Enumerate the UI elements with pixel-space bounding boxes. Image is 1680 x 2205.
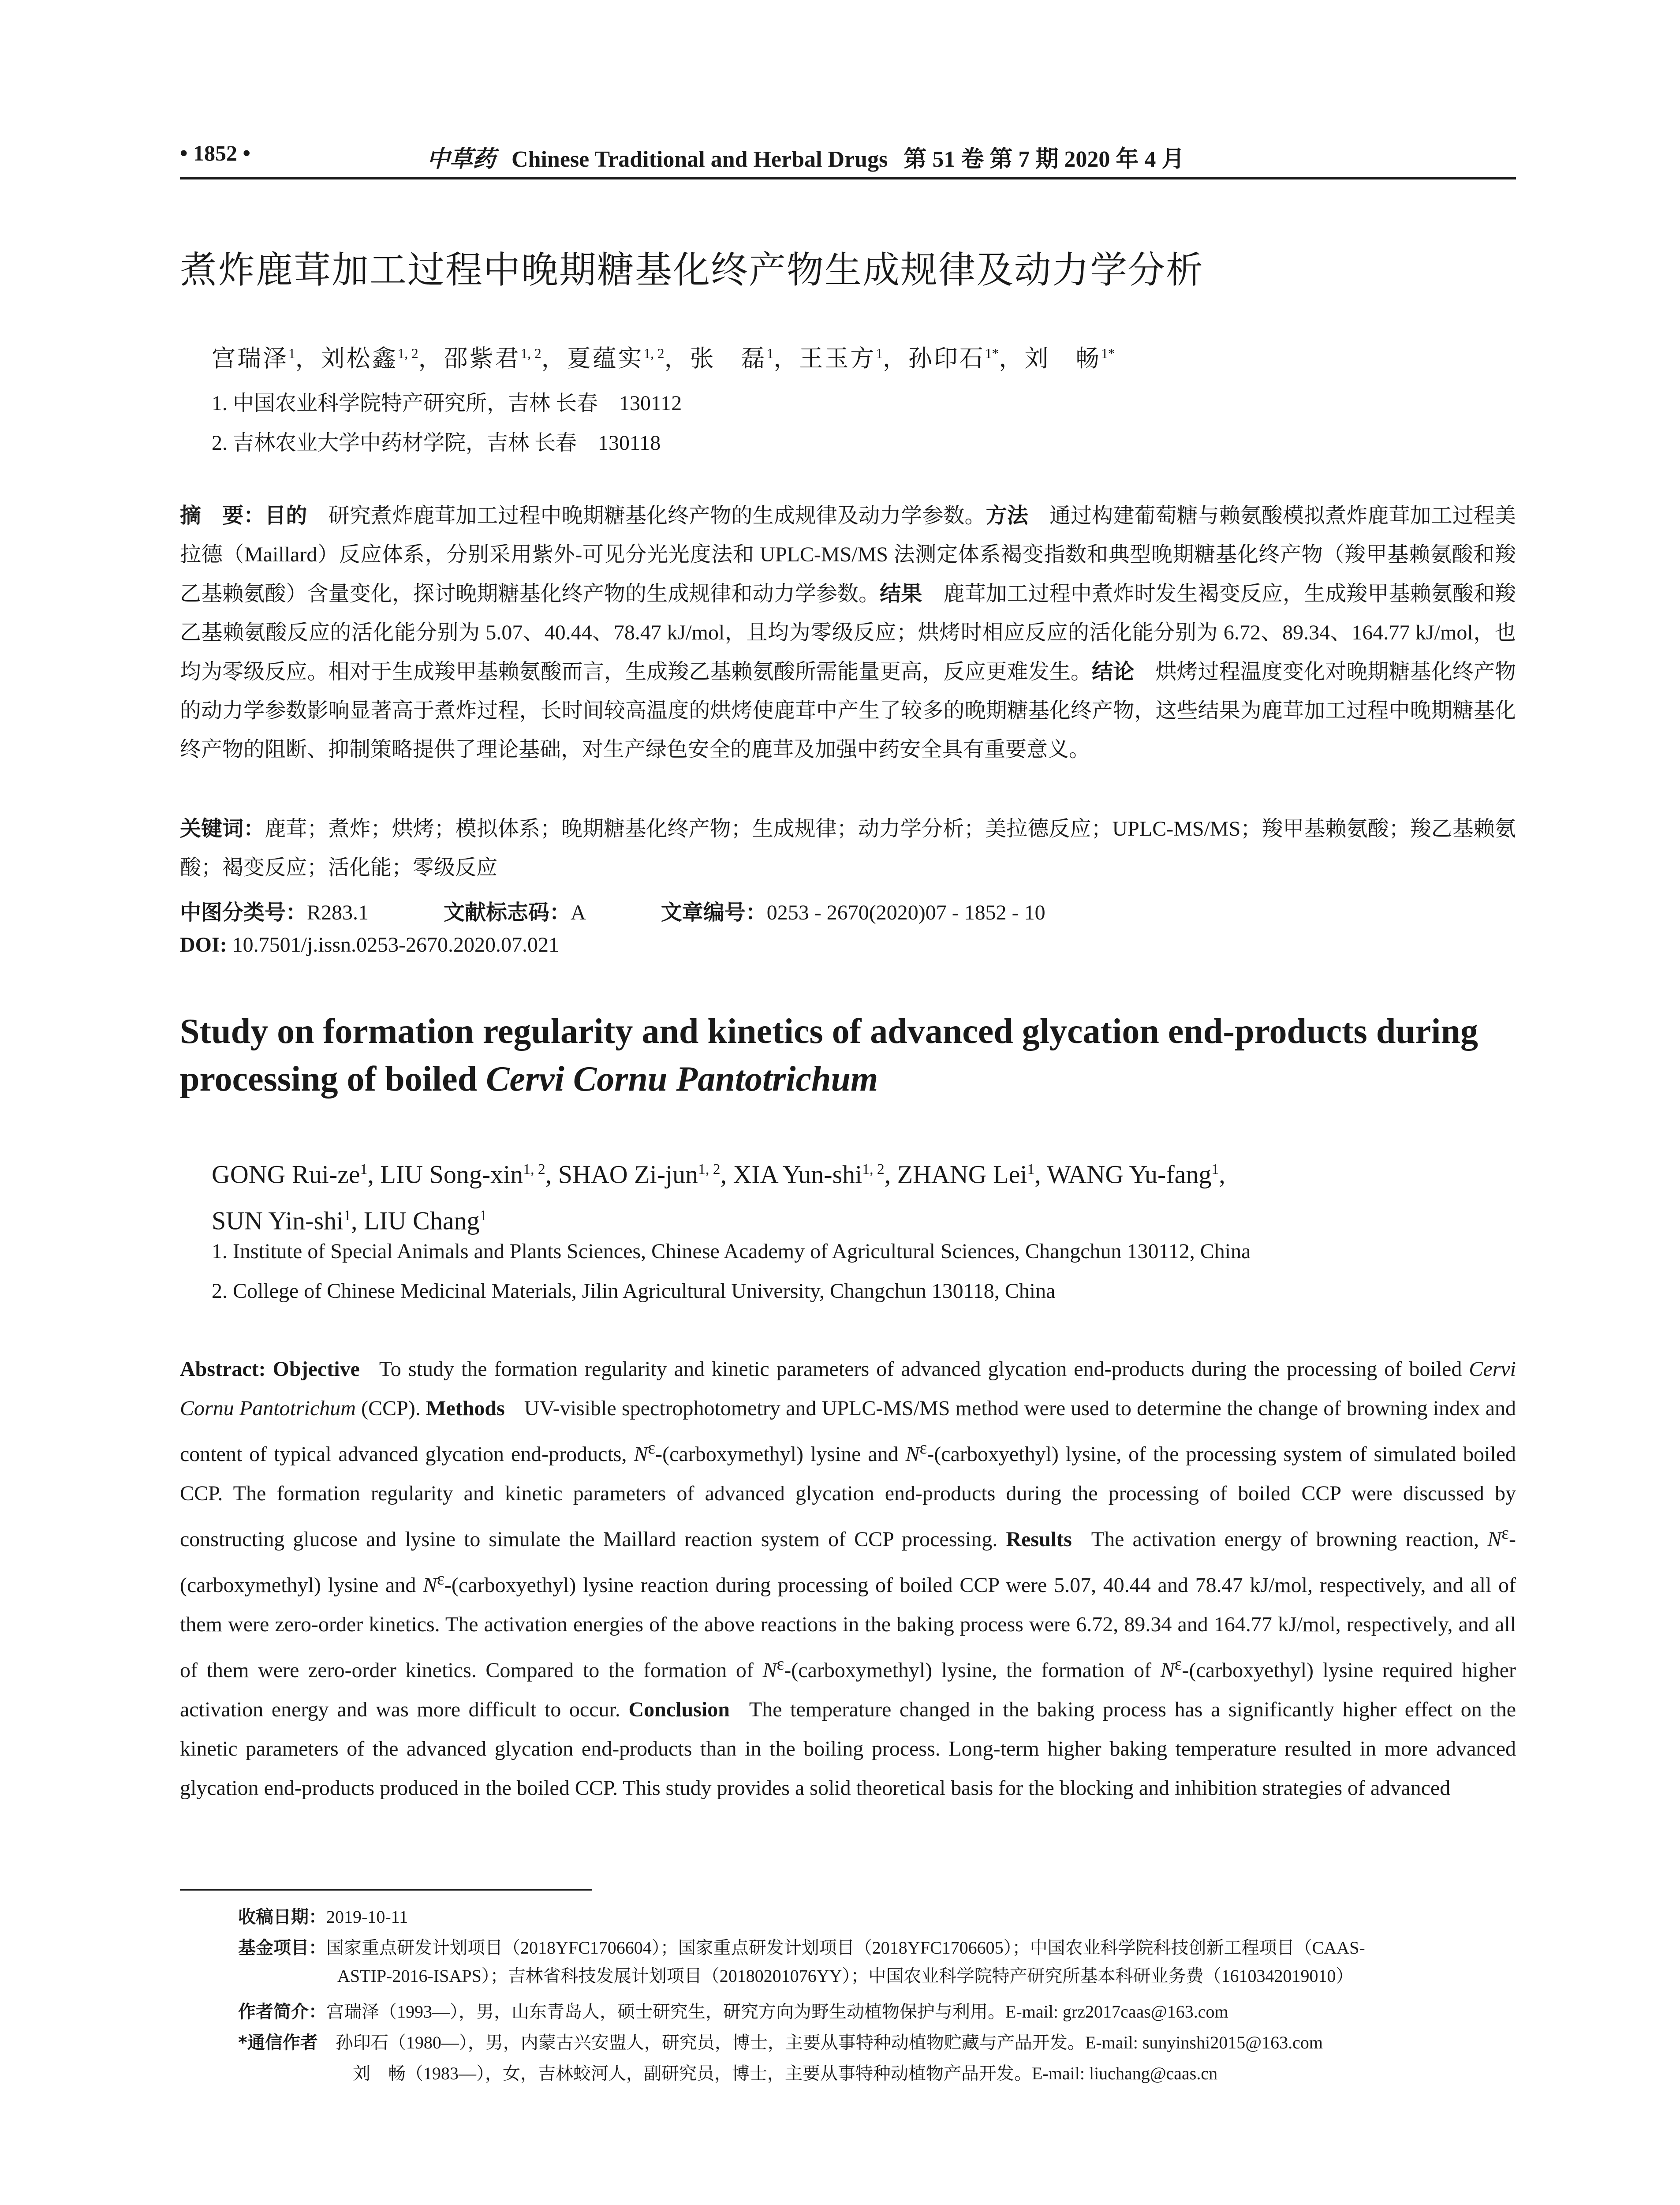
n-epsilon: N [634,1443,648,1466]
n-epsilon: N [1160,1659,1175,1682]
author-bio-label: 作者简介： [238,2002,326,2022]
and-word: and [378,1573,423,1597]
methods-text-end: , of the processing system of simulated boiled CCP. The formation regularity and kinetic parameters of advanced glycation end-products during the processing of boiled CCP were discussed by constructing glucose and lysine to simulate the Maillard reaction system of CCP processing. [180,1443,1516,1551]
chinese-affiliation-2: 2. 吉林农业大学中药材学院，吉林 长春 130118 [212,431,661,455]
results-label: 结果 [880,581,922,606]
journal-name-cn: 中草药 [427,147,496,172]
keywords-label: 关键词： [180,816,265,841]
issue-info: 第 51 卷 第 7 期 2020 年 4 月 [903,147,1185,172]
results-text-end: required higher activation energy and was more difficult to occur. [180,1659,1516,1721]
author-affiliation-mark: 1, 2 [643,346,665,361]
author-name: 夏蕴实 [567,345,644,372]
author-affiliation-mark: 1* [1101,346,1115,361]
received-value: 2019-10-11 [326,1907,408,1927]
chinese-author-list: 宫瑞泽$^1$，刘松鑫$^{1, 2}$，邵紫君$^{1, 2}$，夏蕴实$^{1, 2}$，张 磊$^1$，王玉方$^1$，孙印石$^{1*}$，刘 畅$^{1*}$ [212,345,1115,372]
cml-term: -(carboxymethyl) lysine [655,1443,861,1466]
epsilon-mark: ε [777,1654,784,1674]
author-affiliation-mark: 1, 2 [862,1161,885,1177]
journal-line [427,140,1184,173]
header-rule [180,177,1516,179]
abstract-label: 摘 要： [180,503,265,528]
author-affiliation-mark: 1, 2 [520,346,541,361]
author-name: LIU Chang [364,1206,480,1235]
results-text-mid2: , the formation of [992,1659,1161,1682]
n-epsilon: N [423,1573,437,1597]
author-name: SUN Yin-shi [212,1206,344,1235]
methods-text: 通过构建葡萄糖与赖氨酸模拟煮炸鹿茸加工过程美拉德（Maillard）反应体系，分别采用紫外-可见分光光度法和 UPLC-MS/MS 法测定体系褐变指数和典型晚期糖基化终产物（羧甲基赖氨酸和羧乙基赖氨酸）含量变化，探讨晚期糖基化终产物的生成规律和动力学参数。 [180,504,1516,605]
epsilon-mark: ε [648,1438,656,1458]
footnote-rule [180,1889,592,1891]
author-affiliation-mark: 1 [360,1161,368,1177]
chinese-abstract [180,496,1516,769]
author-affiliation-mark: 1 [288,346,295,361]
english-title-text: Study on formation regularity and kinetics of advanced glycation end-products during processing of boiled [180,1012,1478,1099]
author-name: GONG Rui-ze [212,1160,360,1189]
author-name: 刘 畅 [1024,345,1101,372]
objective-label: 目的 [265,503,307,528]
english-title-italic: Cervi Cornu Pantotrichum [486,1060,878,1099]
author-name: WANG Yu-fang [1047,1160,1212,1189]
doi-label: DOI: [180,933,227,957]
ccp-italic: Cervi Cornu Pantotrichum [180,1357,1516,1420]
objective-text: To study the formation regularity and kinetic parameters of advanced glycation end-products during the processing of boiled [379,1357,1469,1381]
epsilon-mark: ε [919,1438,927,1458]
fund-label: 基金项目： [238,1938,326,1958]
author-name: SHAO Zi-jun [558,1160,698,1189]
results-label: Results [1006,1528,1072,1551]
english-affiliation-1: 1. Institute of Special Animals and Plants Sciences, Chinese Academy of Agricultural Sciences, Changchun 130112, China [212,1240,1251,1263]
english-abstract [180,1349,1516,1808]
cml-term: -(carboxymethyl) lysine [784,1659,992,1682]
author-name: 王玉方 [799,345,876,372]
received-label: 收稿日期： [238,1907,326,1927]
chinese-affiliation-1: 1. 中国农业科学院特产研究所，吉林 长春 130112 [212,392,682,415]
author-affiliation-mark: 1 [479,1207,487,1224]
author-affiliation-mark: 1, 2 [397,346,418,361]
chinese-title: 煮炸鹿茸加工过程中晚期糖基化终产物生成规律及动力学分析 [180,248,1204,292]
and-word: and [861,1443,906,1466]
author-affiliation-mark: 1, 2 [523,1161,545,1177]
author-affiliation-mark: 1 [876,346,883,361]
methods-label: Methods [426,1397,505,1420]
objective-text-end: (CCP). [355,1397,421,1420]
received-date [238,1903,408,1931]
objective-text: 研究煮炸鹿茸加工过程中晚期糖基化终产物的生成规律及动力学参数。 [328,504,986,527]
funding-note [238,1934,1517,1990]
author-name: 孙印石 [908,345,985,372]
author-name: 宫瑞泽 [212,345,288,372]
english-title [180,1008,1516,1103]
page-number: • 1852 • [180,141,251,165]
article-no-label: 文章编号： [661,900,767,925]
classification-value: R283.1 [307,901,369,924]
author-affiliation-mark: 1 [766,346,774,361]
author-bio-text: 宫瑞泽（1993—），男，山东青岛人，硕士研究生，研究方向为野生动植物保护与利用。E-mail: grz2017caas@163.com [326,2002,1228,2022]
doi-value: 10.7501/j.issn.0253-2670.2020.07.021 [232,933,560,957]
corresponding-label: *通信作者 [238,2033,318,2053]
results-text: 鹿茸加工过程中煮炸时发生褐变反应，生成羧甲基赖氨酸和羧乙基赖氨酸反应的活化能分别为 5.07、40.44、78.47 kJ/mol，且均为零级反应；烘烤时相应反应的活化能分别为 6.72、89.34、164.77 kJ/mol，也均为零级反应。相对于生成羧甲基赖氨酸而言，生成羧乙基赖氨酸所需能量更高，反应更难发生。 [180,582,1516,684]
epsilon-mark: ε [1501,1523,1509,1543]
author-name: 邵紫君 [444,345,521,372]
conclusion-text: The temperature changed in the baking process has a significantly higher effect on the kinetic parameters of the advanced glycation end-products than in the boiling process. Long-term higher baking temperature resulted in more advanced glycation end-products produced in the boiled CCP. This study provides a solid theoretical basis for the blocking and inhibition strategies of advanced [180,1698,1516,1800]
doi-line [180,933,559,957]
conclusion-text: 烘烤过程温度变化对晚期糖基化终产物的动力学参数影响显著高于煮炸过程，长时间较高温度的烘烤使鹿茸中产生了较多的晚期糖基化终产物，这些结果为鹿茸加工过程中晚期糖基化终产物的阻断、抑制策略提供了理论基础，对生产绿色安全的鹿茸及加强中药安全具有重要意义。 [180,660,1516,761]
corresponding-author-2: 刘 畅（1983—），女，吉林蛟河人，副研究员，博士，主要从事特种动植物产品开发。E-mail: liuchang@caas.cn [353,2063,1218,2083]
fund-line-1: 国家重点研发计划项目（2018YFC1706604）；国家重点研发计划项目（2018YFC1706605）；中国农业科学院科技创新工程项目（CAAS- [326,1938,1365,1958]
objective-label: Objective [273,1357,360,1381]
n-epsilon: N [1487,1528,1502,1551]
corresponding-text-1: 孙印石（1980—），男，内蒙古兴安盟人，研究员，博士，主要从事特种动植物贮藏与产品开发。E-mail: sunyinshi2015@163.com [335,2033,1323,2052]
methods-text: UV-visible spectrophotometry and UPLC-MS/MS method were used to determine the change of browning index and content of typical advanced glycation end-products, [180,1397,1516,1466]
author-affiliation-mark: 1, 2 [698,1161,721,1177]
author-name: 刘松鑫 [321,345,398,372]
conclusion-label: 结论 [1092,659,1135,684]
classification-label: 中图分类号： [180,900,307,925]
article-no-value: 0253 - 2670(2020)07 - 1852 - 10 [766,901,1045,924]
cel-term: -(carboxyethyl) lysine [1182,1659,1374,1682]
author-affiliation-mark: 1 [343,1207,351,1224]
n-epsilon: N [905,1443,920,1466]
author-name: 张 磊 [690,345,767,372]
conclusion-label: Conclusion [628,1698,730,1721]
classification-line [180,893,1516,932]
keywords-text: 鹿茸；煮炸；烘烤；模拟体系；晚期糖基化终产物；生成规律；动力学分析；美拉德反应；UPLC-MS/MS；羧甲基赖氨酸；羧乙基赖氨酸；褐变反应；活化能；零级反应 [180,817,1516,879]
cel-term: -(carboxyethyl) lysine [444,1573,634,1597]
chinese-keywords [180,809,1516,887]
abstract-label: Abstract: [180,1357,266,1381]
author-name: XIA Yun-shi [733,1160,862,1189]
english-author-list: GONG Rui-$ze^1$, LIU Song-xin$^{1, 2}$, SHAO Zi-jun$^{1, 2}$, XIA Yun-shi$^{1, 2}$, ZHANG Lei$^1$, WANG Yu-fang$^1$, SUN Yin-shi$^1$, LIU Chang$^1$ [212,1160,1225,1235]
cel-term: -(carboxyethyl) lysine [927,1443,1116,1466]
author-affiliation-mark: 1* [985,346,999,361]
author-affiliation-mark: 1 [1027,1161,1035,1177]
doc-code-value: A [571,901,586,924]
doc-code-label: 文献标志码： [444,900,571,925]
cml-term: -(carboxymethyl) lysine [180,1528,1516,1597]
results-text-mid: reaction during processing of boiled CCP were 5.07, 40.44 and 78.47 kJ/mol, respectively, and all of them were zero-order kinetics. The activation energies of the above reactions in the baking process were 6.72, 89.34 and 164.77 kJ/mol, respectively, and all of them were zero-order kinetics. Compared to the formation of [180,1573,1516,1682]
methods-label: 方法 [986,503,1028,528]
fund-line-2: ASTIP-2016-ISAPS）；吉林省科技发展计划项目（20180201076YY）；中国农业科学院特产研究所基本科研业务费（1610342019010） [337,1966,1354,1986]
corresponding-author-1 [238,2029,1323,2057]
n-epsilon: N [762,1659,777,1682]
author-affiliation-mark: 1 [1211,1161,1219,1177]
author-name: ZHANG Lei [897,1160,1027,1189]
english-affiliation-2: 2. College of Chinese Medicinal Materials, Jilin Agricultural University, Changchun 130118, China [212,1279,1056,1303]
author-bio [238,1998,1228,2026]
epsilon-mark: ε [437,1569,444,1588]
epsilon-mark: ε [1174,1654,1182,1674]
author-name: LIU Song-xin [380,1160,523,1189]
running-header [180,140,1516,180]
results-text: The activation energy of browning reaction, [1091,1528,1488,1551]
journal-name-en: Chinese Traditional and Herbal Drugs [511,147,888,172]
